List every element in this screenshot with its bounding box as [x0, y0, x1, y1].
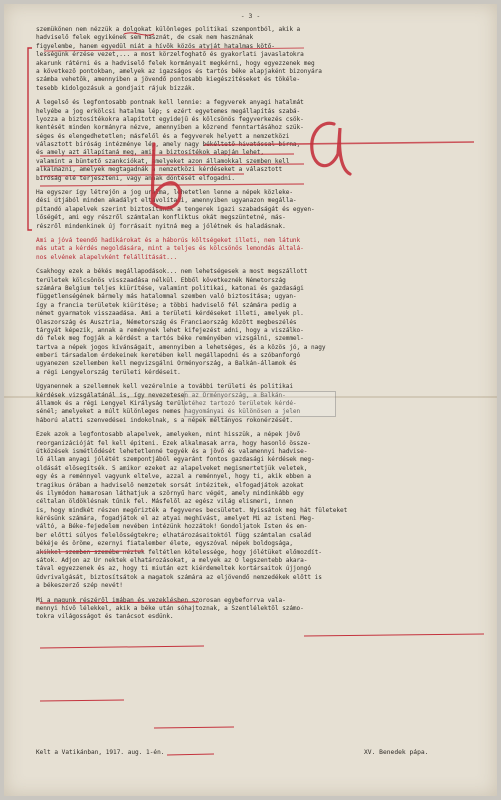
- text-line: ugyanezen szellemben kell megvizsgálni Örményország, a Balkán-államok és: [36, 360, 297, 368]
- text-line: tárgyát képezik, annak a reménynek lehet kifejezést adni, hogy a viszálko-: [36, 326, 304, 334]
- text-line: valamint a büntető szankciókat, amelyeket azon államokkal szemben kell: [36, 157, 290, 165]
- text-line: Ha egyszer így létrejön a jog uralma, lehetetlen lenne a népek közleke-: [36, 189, 293, 197]
- text-line: lességünk érzése vezet,... a most körzelfoghatő és gyakorlati javaslatokra: [36, 51, 304, 59]
- margin-bracket: [28, 48, 32, 230]
- text-line: Ami a jóvá teendő hadikárokat és a háborús költségeket illeti, nem látunk: [36, 236, 301, 244]
- text-line: így a francia területek kiürítése; a többi hadviselő fél számára pedig a: [36, 301, 297, 309]
- document-sheet: [4, 4, 497, 796]
- text-line: akikkel szemben szemébe néztek feltétlen kötelessége, hogy jólétüket előmozdít-: [36, 548, 322, 556]
- text-line: is, hogy mindkét részen megőrizték a fegyveres becsületet. Nyissátok meg hát fületeket: [36, 506, 348, 514]
- text-line: sénél; amelyeket a múlt különleges nemes hagyományai és különösen a jelen: [36, 408, 301, 416]
- text-line: oldását elősegítsék. S amikor ezeket az alapelveket megismertetjük veletek,: [36, 464, 308, 472]
- text-line: és amely azt állapítaná meg, amit a biztosítékok alapján lehet,: [36, 149, 264, 157]
- paragraph: [36, 597, 482, 622]
- text-line: helyébe a jog erkölcsi hatalma lép; s ezért egyetemes megállapítás szabá-: [36, 107, 301, 115]
- text-line: választott bíróság intézménye lép, amely nagy békéltető hivatással birna,: [36, 141, 301, 149]
- text-line: a békeszerző szép nevét!: [36, 582, 123, 590]
- underline-mark: [304, 634, 484, 636]
- text-line: kérésünk számára, fogadjátok el az atyai meghívást, amelyet Mi az isteni Meg-: [36, 515, 315, 523]
- text-line: dési útjából minden akadályt eltávolítani, amennyiben ugyanazon megálla-: [36, 197, 297, 205]
- text-line: akarunk rátérni és a hadviselő felek kormányait megkérni, hogy egyezzenek meg: [36, 59, 315, 67]
- text-line: tokra világosságot és tanácsot esdünk.: [36, 613, 174, 621]
- text-line: mennyi hívő lélekkel, akik a béke után sóhajtoznak, a Szentlélektől számo-: [36, 605, 304, 612]
- text-line: alkalmazni, amelyek megtagadnák a nemzetközi kérdéseket a választott: [36, 166, 283, 174]
- text-line: reorganizációját fel kell építeni. Ezek alkalmasak arra, hogy hasonló össze-: [36, 439, 312, 447]
- text-line: Olaszország és Ausztria, Németország és Franciaország között megbeszélés: [36, 318, 297, 326]
- text-line: ber előtti súlyos felelősségtekre; elhatározásaitoktól függ számtalan család: [36, 531, 312, 539]
- text-line: számba vehetők, amennyiben a jövendő pontosabb kiegészítéseket és tökéle-: [36, 76, 301, 84]
- text-line: figyelembe, hanem egyedül miát a hívők közös atyját hatalmas kötő-: [36, 42, 275, 50]
- text-line: más utat a kérdés megoldására, mint a teljes és kölcsönös lemondás általá-: [36, 245, 304, 253]
- text-line: részről mindenkinek új forrásait nyitná meg a jólétnek és haladásnak.: [36, 222, 286, 230]
- signature-line: XV. Benedek pápa.: [364, 749, 429, 756]
- text-line: lő állam anyagi jólétét szempontjából egyaránt fontos gazdasági kérdések meg-: [36, 456, 315, 464]
- text-line: A legelső és legfontosabb pontnak kell lennie: a fegyverek anyagi hatalmát: [36, 99, 304, 107]
- text-line: Mi a magunk részéről imában és vezeklésben szorosan egybeforrva vala-: [36, 596, 286, 604]
- text-line: üdvrivalgását, biztosítsátok a magatok számára az eljövendő nemzedékek előtt is: [36, 573, 322, 581]
- underline-mark: [154, 727, 234, 728]
- page-number: - 3 -: [240, 12, 261, 20]
- text-line: sátok. Adjon az Úr nektek elhatározásokat, a melyek az Ő legszentebb akara-: [36, 557, 308, 565]
- paragraph: [36, 237, 482, 262]
- text-line: kérdések vizsgálatánál is, így nevezetesen az Örményország, a Balkán-: [36, 391, 286, 399]
- text-line: nos elvének alapelvként felállítását...: [36, 253, 178, 261]
- text-line: céltalan öldöklésnak tűnik fel. Másfelől az egész világ elismeri, innen: [36, 498, 293, 506]
- text-line: lőségét, ami egy részről számtalan konfliktus okát megszüntetné, más-: [36, 214, 286, 222]
- text-line: pítandó alapelvek szerint biztosítanák a tengerek igazi szabadságát és egyen-: [36, 205, 315, 213]
- paragraph: [36, 431, 482, 590]
- text-line: területek kölcsönös visszaadása nélkül. Ebből következnék Németország: [36, 276, 286, 284]
- paragraph: [36, 26, 482, 93]
- paragraph: [36, 99, 482, 183]
- text-line: hadviselő felek egyikének sem hasznát, de csak nem hasznának: [36, 34, 254, 42]
- text-line: Ugyanennek a szellemnek kell vezérelnie a további területi és politikai: [36, 383, 293, 391]
- paragraph: [36, 189, 482, 231]
- text-line: dó felek meg fogják a kérdést a tartós béke reményében vizsgálni, szemmel-: [36, 335, 304, 343]
- text-line: tragikus órában a hadviselő nemzetek sorsát intézitek, elfogadjátok azokat: [36, 481, 304, 489]
- text-line: függetlenségének bármely más hatalommal szemben való biztosítása; ugyan-: [36, 293, 297, 301]
- text-line: kentését minden kormányra nézve, amennyiben a közrend fenntartásához szük-: [36, 124, 304, 132]
- text-line: német gyarmatok visszaadása. Ami a területi kérdéseket illeti, amelyek pl.: [36, 310, 304, 318]
- paragraph: [36, 268, 482, 377]
- text-line: tartva a népek jogos kívánságait, amennyiben a lehetséges, és a közös jó, a nagy: [36, 343, 326, 351]
- text-line: számára Belgium teljes kiürítése, valamint politikai, katonai és gazdasági: [36, 284, 304, 292]
- underline-mark: [167, 754, 214, 755]
- text-line: háború alatti szenvedései indokolnak, s a népek méltányos rokonérzését.: [36, 416, 293, 424]
- underline-mark: [40, 700, 124, 701]
- text-line: a régi Lengyelország területi kérdéseit.: [36, 368, 181, 376]
- text-line: békéje és öröme, ezernyi fiatalember élete, egyszóval népek boldogsága,: [36, 540, 293, 548]
- archive-stamp: [184, 391, 336, 417]
- text-line: a következő pontokban, amelyek az igazságos és tartós béke alapjaként bizonyára: [36, 67, 322, 75]
- underline-mark: [40, 646, 204, 648]
- text-line: ütközések ismétlődését lehetetlenné tegyék és a jövő és valamennyi hadvise-: [36, 447, 308, 455]
- place-date-line: Kelt a Vatikánban, 1917. aug. 1-én.: [36, 749, 165, 756]
- text-line: lyozza a biztosítékokra alapított egyidejű és kölcsönös fegyverkezés csök-: [36, 115, 304, 123]
- text-line: bíróság elé terjeszteni, vagy annak döntését elfogadni.: [36, 174, 236, 182]
- text-line: Ezek azok a legfontosabb alapelvek, amelyeken, mint hisszük, a népek jövő: [36, 431, 301, 439]
- typed-text-body: [36, 26, 482, 622]
- text-line: és ilymódon hamarosan láthatjuk a szörnyű harc végét, amely mindinkább egy: [36, 489, 304, 497]
- text-line: emberi társadalom érdekeinek keretében kell megállapodni és a szóbanforgó: [36, 352, 301, 360]
- text-line: szemükönen nem nézzük a dolgokat különleges politikai szempontból, akik a: [36, 26, 301, 33]
- text-line: tesebb kidolgozásuk a gondjait rájuk bízzák.: [36, 84, 196, 92]
- text-line: tával egyezzenek és az, hogy ti miután ezt kiérdemeltek kortársaitok újjongó: [36, 565, 312, 573]
- text-line: séges és elengedhetetlen; másfelől és a fegyverek helyett a nemzetközi: [36, 132, 290, 140]
- text-line: egy és a reménnyel vagyunk eltelve, azzal a reménnyel, hogy ti, akik ebben a: [36, 473, 312, 481]
- text-line: váltó, a Béke-fejedelem nevében intézünk hozzátok! Gondoljatok Isten és em-: [36, 523, 308, 531]
- text-line: Csakhogy ezek a békés megállapodások... nem lehetségesek a most megszállott: [36, 268, 308, 276]
- text-line: államok és a régi Lengyel Királyság területéhez tartozó területek kérdé-: [36, 400, 297, 408]
